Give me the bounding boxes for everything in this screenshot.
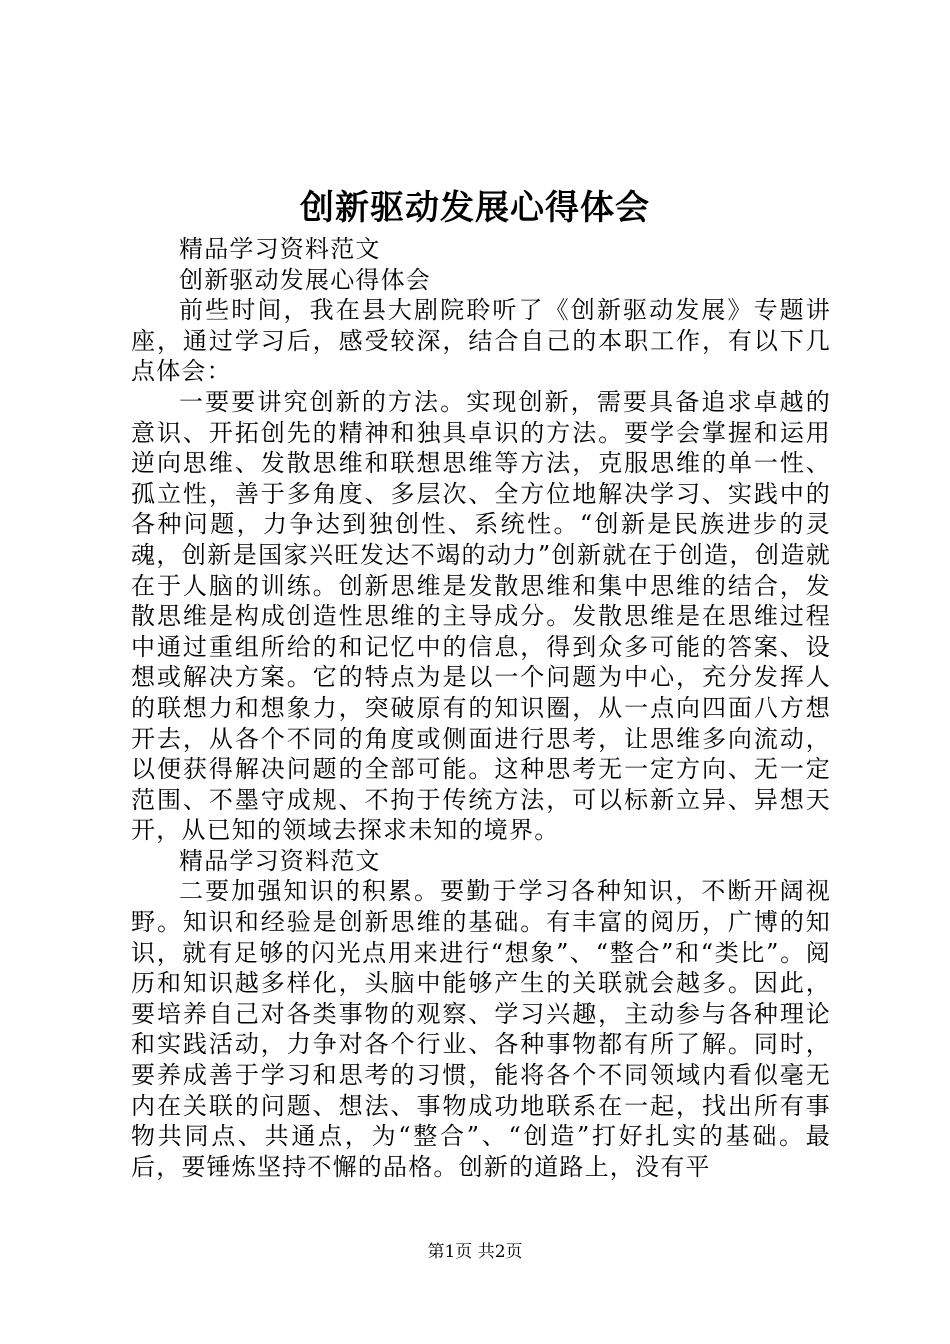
- paragraph-section-note: 精品学习资料范文: [179, 846, 381, 875]
- paragraph-point-one: 一要要讲究创新的方法。实现创新，需要具备追求卓越的意识、开拓创先的精神和独具卓识的方法。要学会掌握和运用逆向思维、发散思维和联想思维等方法，克服思维的单一性、孤立性，善于多角度、多层次、全方位地解决学习、实践中的各种问题，力争达到独创性、系统性。“创新是民族进步的灵魂，创新是国家兴旺发达不竭的动力”创新就在于创造，创造就在于人脑的训练。创新思维是发散思维和集中思维的结合，发散思维是构成创造性思维的主导成分。发散思维是在思维过程中通过重组所给的和记忆中的信息，得到众多可能的答案、设想或解决方案。它的特点为是以一个问题为中心，充分发挥人的联想力和想象力，突破原有的知识圈，从一点向四面八方想开去，从各个不同的角度或侧面进行思考，让思维多向流动，以便获得解决问题的全部可能。这种思考无一定方向、无一定范围、不墨守成规、不拘于传统方法，可以标新立异、异想天开，从已知的领域去探求未知的境界。: [131, 387, 831, 845]
- paragraph-header-note: 精品学习资料范文: [179, 235, 381, 263]
- paragraph-intro: 前些时间，我在县大剧院聆听了《创新驱动发展》专题讲座，通过学习后，感受较深，结合自己的本职工作，有以下几点体会：: [131, 296, 831, 386]
- page-number-footer: 第1页 共2页: [427, 1242, 523, 1262]
- document-body: [131, 234, 831, 1182]
- paragraph-subtitle: 创新驱动发展心得体会: [179, 265, 431, 294]
- paragraph-point-two: 二要加强知识的积累。要勤于学习各种知识，不断开阔视野。知识和经验是创新思维的基础。有丰富的阅历，广博的知识，就有足够的闪光点用来进行“想象”、“整合”和“类比”。阅历和知识越多样化，头脑中能够产生的关联就会越多。因此，要培养自己对各类事物的观察、学习兴趣，主动参与各种理论和实践活动，力争对各个行业、各种事物都有所了解。同时，要养成善于学习和思考的习惯，能将各个不同领域内看似毫无内在关联的问题、想法、事物成功地联系在一起，找出所有事物共同点、共通点，为“整合”、“创造”打好扎实的基础。最后，要锤炼坚持不懈的品格。创新的道路上，没有平: [131, 877, 831, 1181]
- document-title: 创新驱动发展心得体会: [300, 188, 650, 228]
